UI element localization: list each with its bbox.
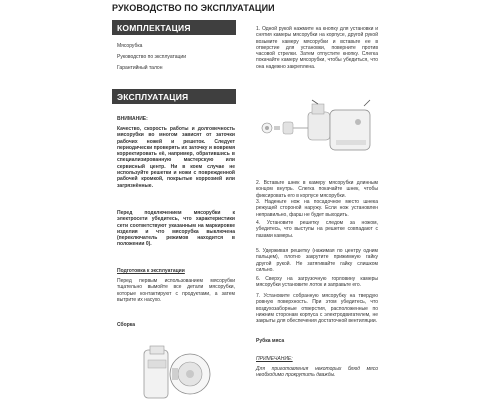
kit-item: Руководство по эксплуатации xyxy=(117,54,186,60)
kit-item: Мясорубка xyxy=(117,43,143,49)
kit-item: Гарантийный талон xyxy=(117,65,163,71)
operation-heading: ЭКСПЛУАТАЦИЯ xyxy=(117,92,189,102)
step-3: 3. Наденьте нож на посадочное место шнека режущей стороной наружу. Если нож установлен неправильно, фарш не будет выходить. xyxy=(256,199,378,218)
operation-heading-band xyxy=(112,89,236,104)
note-text: Для приготовления некоторых блюд мясо необходимо прокрутить дважды. xyxy=(256,366,378,379)
meat-grinder-icon xyxy=(142,338,227,400)
step-5: 5. Удерживая решетку (нажимая по центру одним пальцем), плотно закрутите прижимную гайку другой рукой. Не затягивайте гайку слишком сильно. xyxy=(256,248,378,273)
prep-text: Перед первым использованием мясорубки тщательно вымойте все детали мясорубки, которые контактируют с продуктами, а затем вытрите их насухо. xyxy=(117,278,235,303)
page-header-title: РУКОВОДСТВО ПО ЭКСПЛУАТАЦИИ xyxy=(112,3,275,13)
attention-text: Качество, скорость работы и долговечность мясорубки во многом зависят от заточки рабочих ножей и решеток. Следует периодически проверять их заточку и вовремя корректировать её, например, обратившись в специализированную мастерскую или сервисный центр. Ни в коем случае не используйте решетки и ножи с поврежденной рабочей кромкой, покрытые коррозией или загрязнённые. xyxy=(117,126,235,189)
meat-grinder-exploded-diagram-icon xyxy=(252,96,377,158)
kit-heading: КОМПЛЕКТАЦИЯ xyxy=(117,23,191,33)
kit-heading-band xyxy=(112,20,236,35)
connect-text: Перед подключением мясорубки к электросети убедитесь, что характеристики сети соответствуют указанным на маркировке изделия и что мясорубка выключена (переключатель режимов находится в положении 0). xyxy=(117,210,235,248)
prep-heading: Подготовка к эксплуатации xyxy=(117,268,185,274)
assembly-heading: Сборка xyxy=(117,322,136,328)
step-4: 4. Установите решетку следом за ножом, убедитесь, что выступы на решетке совпадают с пазами камеры. xyxy=(256,220,378,239)
note-label: ПРИМЕЧАНИЕ: xyxy=(256,356,293,362)
step-2: 2. Вставьте шнек в камеру мясорубки длинным концом внутрь. Слегка покачайте шнек, чтобы фиксировать его в корпусе мясорубки. xyxy=(256,180,378,199)
mince-heading: Рубка мяса xyxy=(256,338,285,344)
attention-label: ВНИМАНИЕ: xyxy=(117,116,148,122)
page-header xyxy=(0,0,500,21)
step-1: 1. Одной рукой нажмите на кнопку для установки и снятия камеры мясорубки на корпусе, другой рукой возьмите камеру мясорубки и вставьте ее в отверстие для установки, поверните против часовой стрелки. Затем отпустите кнопку. Слегка покачайте камеру мясорубки, чтобы убедиться, что она надежно закреплена. xyxy=(256,26,378,70)
step-6: 6. Сверху на загрузочную горловину камеры мясорубки установите лоток и заправьте его. xyxy=(256,276,378,289)
step-7: 7. Установите собранную мясорубку на твердую ровную поверхность. При этом убедитесь, что воздухозаборные отверстия, расположенные по нижним сторонам корпуса с электродвигателем, не закрыты для обеспечения достаточной вентиляции. xyxy=(256,293,378,325)
